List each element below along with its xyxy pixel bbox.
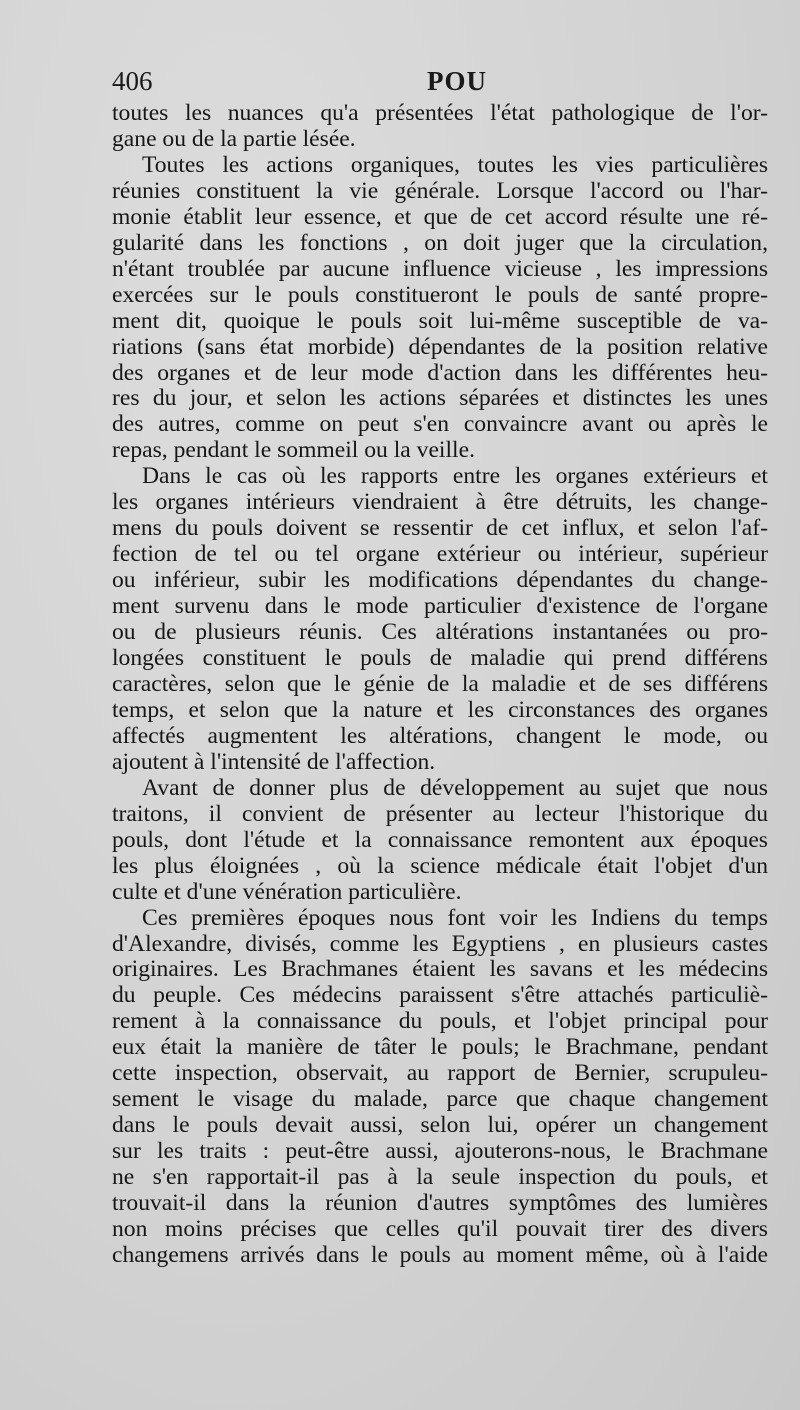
text-line: du peuple. Ces médecins paraissent s'être attachés particuliè- [112, 982, 768, 1009]
running-head: POU [427, 66, 487, 96]
text-line: toutes les nuances qu'a présentées l'état pathologique de l'or- [112, 100, 768, 126]
text-line: longées constituent le pouls de maladie qui prend différens [112, 645, 768, 672]
text-line: changemens arrivés dans le pouls au moment même, où à l'aide [112, 1241, 768, 1268]
text-line: gane ou de la partie lésée. [112, 125, 356, 152]
text-line: ment survenu dans le mode particulier d'existence de l'organe [112, 593, 768, 620]
text-line: ne s'en rapportait-il pas à la seule inspection du pouls, et [112, 1164, 768, 1191]
text-line: riations (sans état morbide) dépendantes de la position relative [112, 333, 768, 360]
text-line: les plus éloignées , où la science médicale était l'objet d'un [112, 852, 768, 879]
text-line: exercées sur le pouls constitueront le pouls de santé propre- [112, 281, 768, 308]
page-number: 406 [112, 66, 153, 96]
text-line: affectés augmentent les altérations, changent le mode, ou [112, 722, 768, 749]
text-line: Ces premières époques nous font voir les Indiens du temps [142, 904, 768, 931]
text-line: eux était la manière de tâter le pouls; le Brachmane, pendant [112, 1034, 768, 1061]
text-line: cette inspection, observait, au rapport de Bernier, scrupuleu- [112, 1060, 768, 1087]
text-line: d'Alexandre, divisés, comme les Egyptiens , en plusieurs castes [112, 930, 768, 957]
text-line: sement le visage du malade, parce que chaque changement [112, 1086, 768, 1113]
text-line: des autres, comme on peut s'en convaincre avant ou après le [112, 411, 768, 438]
text-line: réunies constituent la vie générale. Lorsque l'accord ou l'har- [112, 177, 768, 204]
text-line: caractères, selon que le génie de la maladie et de ses différens [112, 670, 768, 697]
text-line: repas, pendant le sommeil ou la veille. [112, 437, 475, 464]
text-line: fection de tel ou tel organe extérieur ou intérieur, supérieur [112, 541, 768, 568]
text-line: res du jour, et selon les actions séparées et distinctes les unes [112, 385, 768, 412]
text-line: ou de plusieurs réunis. Ces altérations instantanées ou pro- [112, 619, 768, 646]
text-line: monie établit leur essence, et que de cet accord résulte une ré- [112, 203, 768, 230]
text-line: des organes et de leur mode d'action dans les différentes heu- [112, 359, 768, 386]
text-line: pouls, dont l'étude et la connaissance remontent aux époques [112, 826, 768, 853]
text-line: rement à la connaissance du pouls, et l'objet principal pour [112, 1008, 768, 1035]
text-line: sur les traits : peut-être aussi, ajouterons-nous, le Brachmane [112, 1138, 768, 1165]
text-line: les organes intérieurs viendraient à être détruits, les change- [112, 489, 768, 516]
text-line: temps, et selon que la nature et les circonstances des organes [112, 696, 768, 723]
body-text [112, 101, 768, 1269]
text-line: Dans le cas où les rapports entre les organes extérieurs et [142, 463, 768, 490]
text-line: ajoutent à l'intensité de l'affection. [112, 748, 436, 775]
text-line: Toutes les actions organiques, toutes les vies particulières [142, 151, 768, 178]
text-line: n'étant troublée par aucune influence vicieuse , les impressions [112, 255, 768, 282]
text-line: Avant de donner plus de développement au sujet que nous [142, 774, 768, 801]
text-line: non moins précises que celles qu'il pouvait tirer des divers [112, 1215, 768, 1242]
text-line: ment dit, quoique le pouls soit lui-même susceptible de va- [112, 307, 768, 334]
text-line: ou inférieur, subir les modifications dépendantes du change- [112, 567, 768, 594]
text-line: culte et d'une vénération particulière. [112, 878, 462, 905]
text-line: gularité dans les fonctions , on doit juger que la circulation, [112, 229, 768, 256]
text-line: traitons, il convient de présenter au lecteur l'historique du [112, 800, 768, 827]
text-line: trouvait-il dans la réunion d'autres symptômes des lumières [112, 1190, 768, 1217]
text-line: mens du pouls doivent se ressentir de cet influx, et selon l'af- [112, 515, 768, 542]
text-line: originaires. Les Brachmanes étaient les savans et les médecins [112, 956, 768, 983]
text-line: dans le pouls devait aussi, selon lui, opérer un changement [112, 1112, 768, 1139]
